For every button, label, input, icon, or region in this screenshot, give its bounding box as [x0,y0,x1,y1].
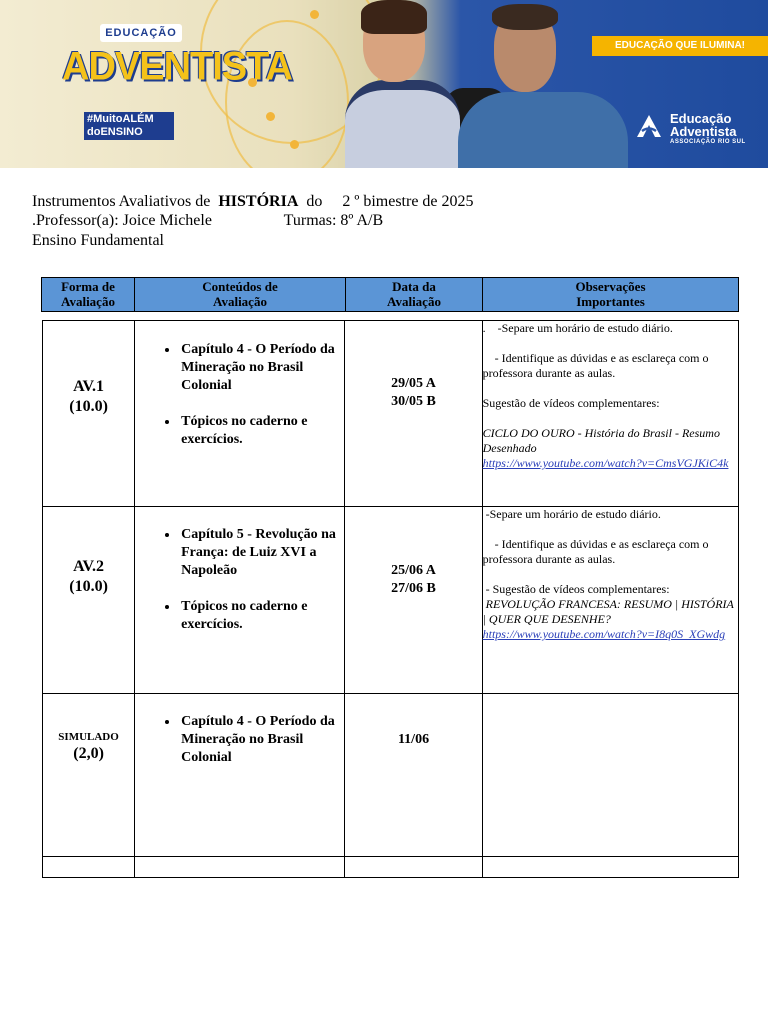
note-text: - Identifique as dúvidas e as esclareça com o professora durante as aulas. [482,537,712,566]
evaluation-table [42,320,739,878]
evaluation-points: (10.0) [69,398,108,415]
form-cell [43,694,135,857]
title-prefix: Instrumentos Avaliativos de [32,193,219,210]
teacher-line: .Professor(a): Joice Michele Turmas: 8º A/B [32,212,384,229]
brand-name [670,112,736,138]
teacher-photo [488,0,588,168]
note-text: - Sugestão de vídeos complementares: [482,582,670,596]
evaluation-label: AV.2 [73,558,105,575]
col-header-form: Forma de Avaliação [42,278,135,311]
hair [361,0,427,34]
table-header [41,277,739,312]
table-row [43,857,739,878]
notes-cell [482,694,738,857]
table-row [43,694,739,857]
brand-subtitle: ASSOCIAÇÃO RIO SUL [670,139,746,145]
document-title [32,192,474,211]
decor-dot [310,10,319,19]
empty-cell [135,857,345,878]
content-item: • Capítulo 4 - O Período da Mineração no Brasil Colonial [179,713,344,767]
video-link[interactable]: https://www.youtube.com/watch?v=I8q0S_XGwdg [482,627,726,641]
brand-logo-icon [636,114,662,138]
date-value: 25/06 A [391,563,436,578]
hashtag-badge [84,112,174,140]
content-cell [135,694,345,857]
decor-dot [266,112,275,121]
evaluation-label: SIMULADO [58,731,119,743]
decor-dot [290,140,299,149]
date-cell [345,321,482,507]
hashtag-part: do [87,126,101,138]
content-item: • Tópicos no caderno e exercícios. [179,413,344,449]
notes-cell [482,321,738,507]
table-row [43,321,739,507]
evaluation-points: (2,0) [73,745,104,762]
video-title: REVOLUÇÃO FRANCESA: RESUMO | HISTÓRIA | QUER QUE DESENHE? [482,597,737,626]
note-text: Sugestão de vídeos complementares: [482,396,660,410]
content-item: • Tópicos no caderno e exercícios. [179,598,344,634]
empty-cell [482,857,738,878]
video-link[interactable]: https://www.youtube.com/watch?v=CmsVGJKiC4k [482,456,729,470]
brand-line: Adventista [670,124,737,139]
video-title: CICLO DO OURO - História do Brasil - Resumo Desenhado [482,426,720,455]
note-text: - Identifique as dúvidas e as esclareça com o professora durante as aulas. [482,351,712,380]
date-value: 27/06 B [391,581,436,596]
level-line: Ensino Fundamental [32,232,164,249]
uniform [345,80,460,168]
form-cell [43,321,135,507]
table-row [43,507,739,694]
date-cell [345,507,482,694]
hashtag-part: ENSINO [100,126,143,138]
date-value: 11/06 [397,732,430,747]
content-cell [135,507,345,694]
evaluation-points: (10.0) [69,578,108,595]
brand-line: Educação [670,111,732,126]
hair [492,4,558,30]
col-header-content: Conteúdos de Avaliação [135,278,346,311]
hashtag-part: ALÉM [122,113,154,125]
content-cell [135,321,345,507]
col-header-notes: Observações Importantes [575,279,646,309]
empty-cell [345,857,482,878]
content-item: • Capítulo 4 - O Período da Mineração no Brasil Colonial [179,341,344,395]
note-text: -Separe um horário de estudo diário. [482,507,661,521]
hashtag-part: #Muito [87,113,123,125]
title-suffix: do 2 º bimestre de 2025 [298,193,474,210]
notes-cell [482,507,738,694]
date-value: 29/05 A [391,376,436,391]
col-header-date: Data da Avaliação [346,278,483,311]
note-text: . -Separe um horário de estudo diário. [482,321,673,335]
subject-name: HISTÓRIA [218,193,299,210]
shirt [458,92,628,168]
date-value: 30/05 B [391,394,436,409]
evaluation-label: AV.1 [73,378,105,395]
slogan-banner: EDUCAÇÃO QUE ILUMINA! [592,36,768,56]
logo-education-label: EDUCAÇÃO [100,24,182,42]
form-cell [43,507,135,694]
header-banner [0,0,768,168]
content-item: • Capítulo 5 - Revolução na França: de Luiz XVI a Napoleão [179,526,344,580]
date-cell [345,694,482,857]
logo-adventista: ADVENTISTA [62,44,292,90]
empty-cell [43,857,135,878]
